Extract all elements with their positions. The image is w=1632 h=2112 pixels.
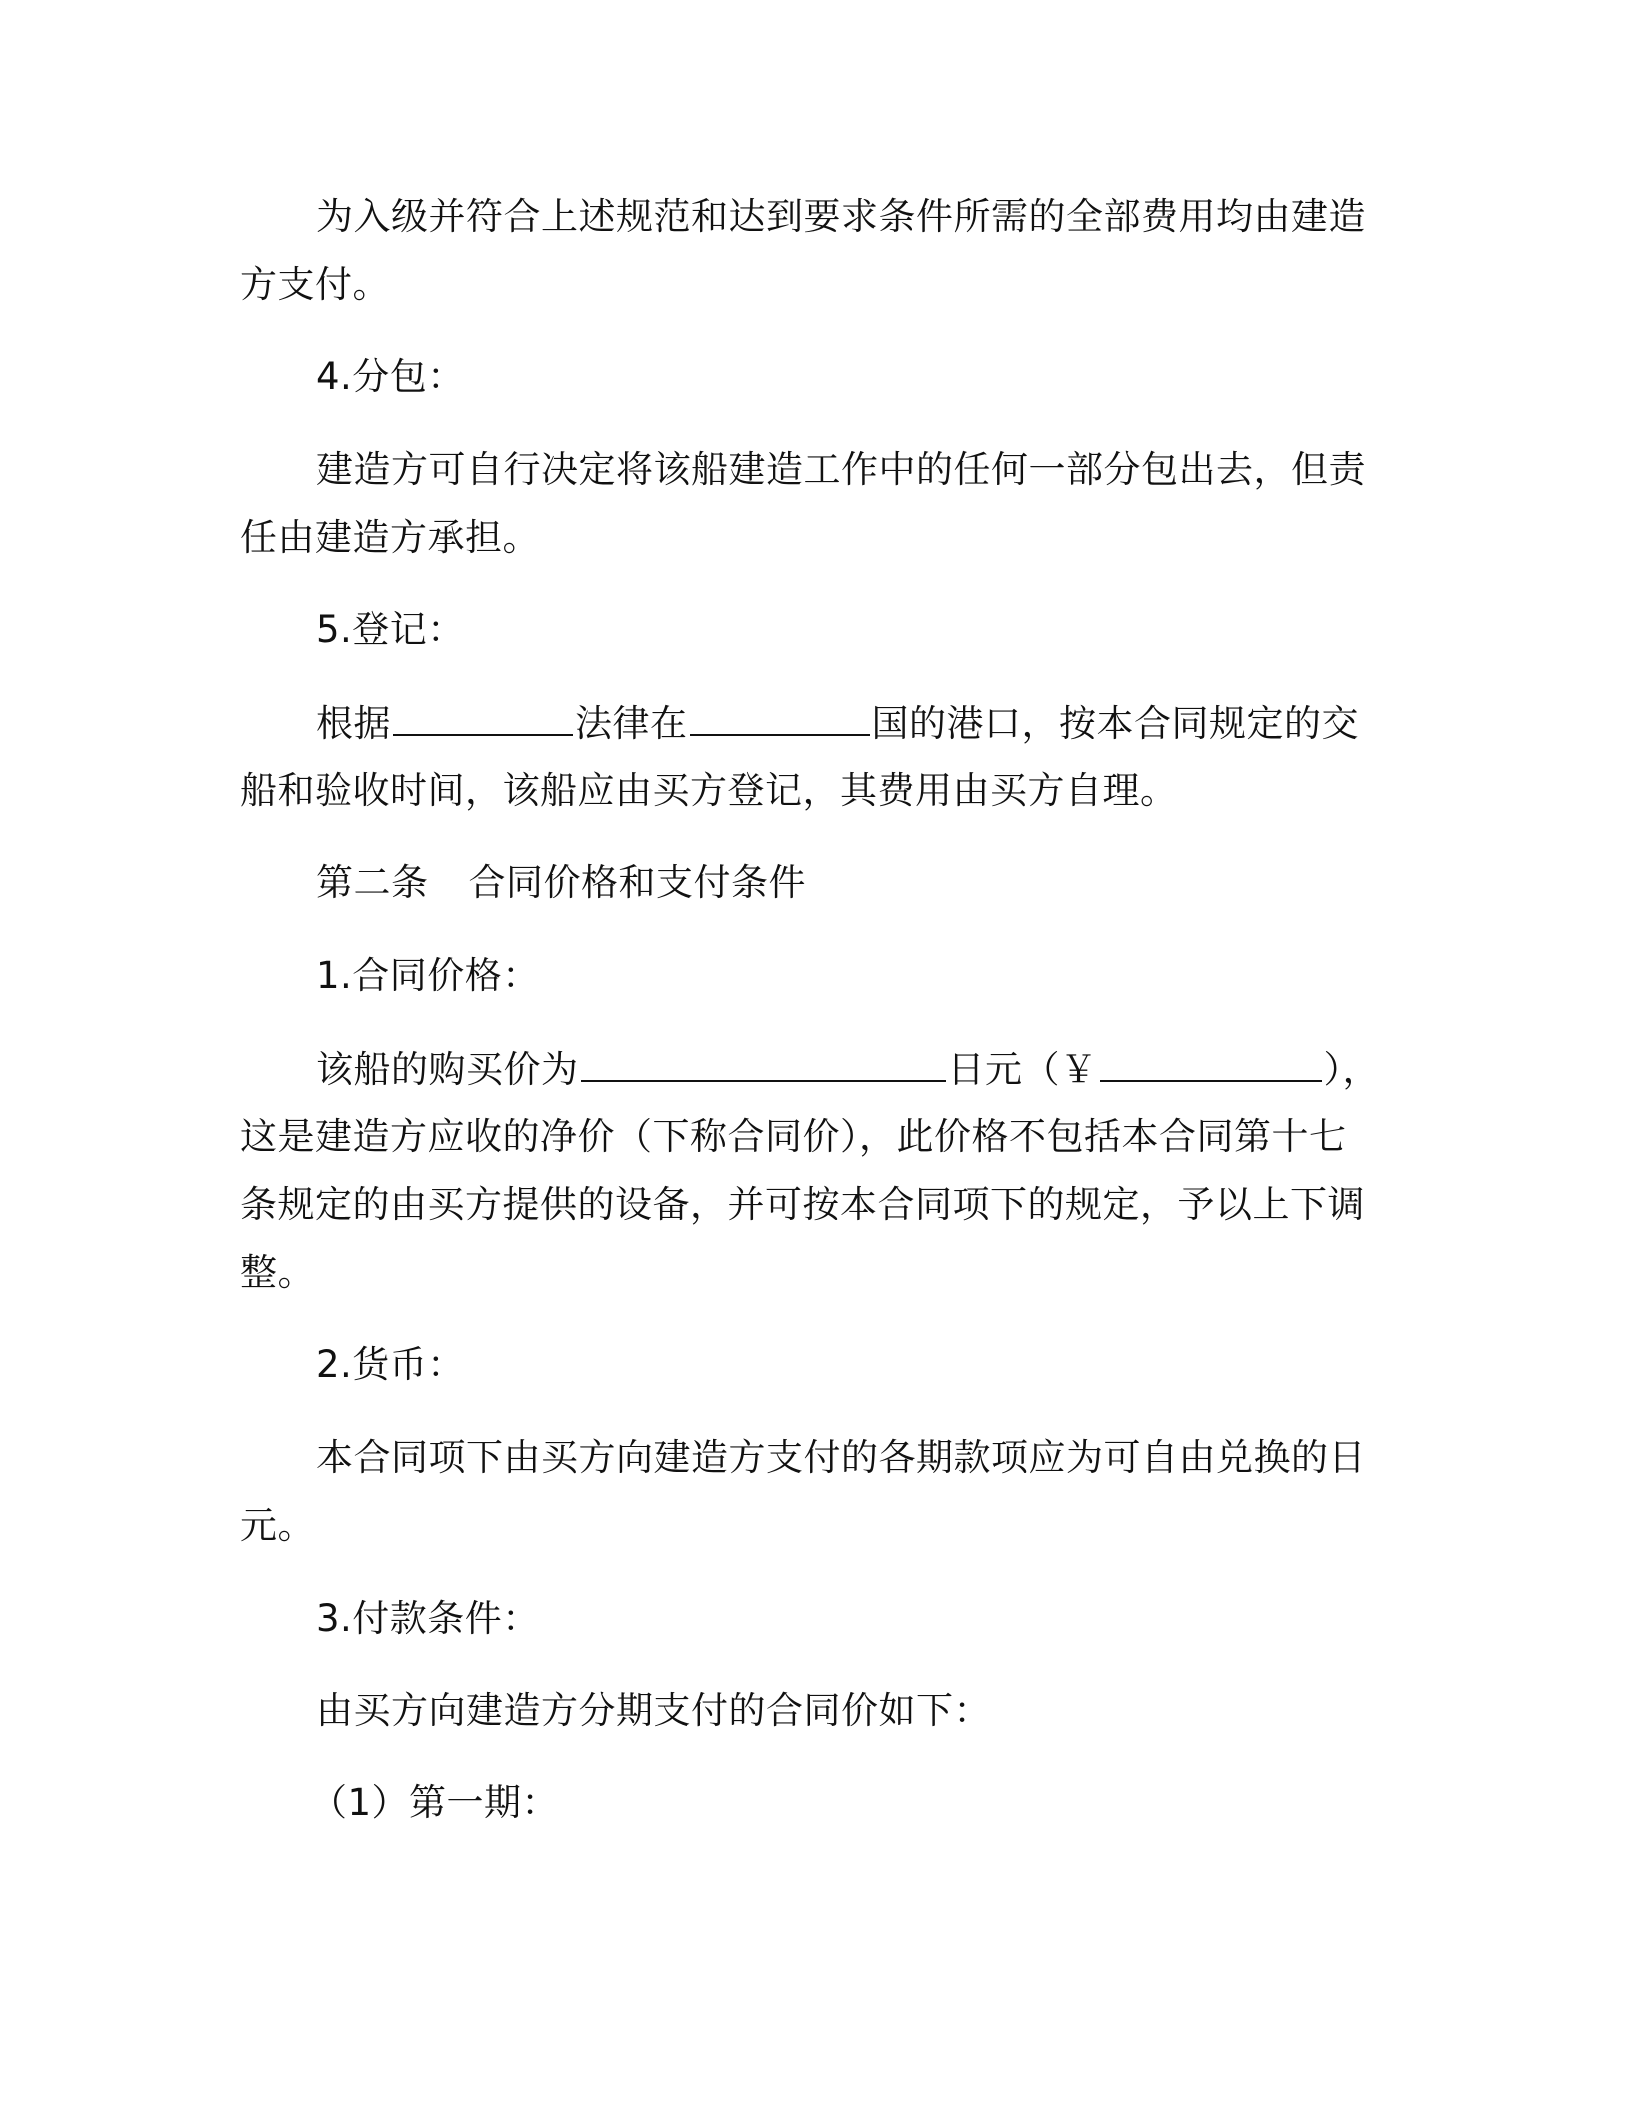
blank-price-words-field[interactable]	[581, 1044, 946, 1082]
paragraph-subcontract-line-1: 建造方可自行决定将该船建造工作中的任何一部分包出去，但责	[316, 448, 1366, 491]
registration-text-port: 国的港口，按本合同规定的交	[871, 702, 1359, 745]
paragraph-fees-line-1: 为入级并符合上述规范和达到要求条件所需的全部费用均由建造	[316, 195, 1366, 238]
paragraph-installments: 由买方向建造方分期支付的合同价如下：	[316, 1689, 991, 1732]
paragraph-price-line-2: 这是建造方应收的净价（下称合同价），此价格不包括本合同第十七	[240, 1115, 1347, 1158]
registration-text-law-in: 法律在	[575, 702, 688, 745]
paragraph-price-line-1	[316, 1044, 1380, 1095]
paragraph-currency-line-1: 本合同项下由买方向建造方支付的各期款项应为可自由兑换的日	[316, 1436, 1366, 1479]
heading-contract-price: 1.合同价格：	[316, 954, 540, 997]
article-2-number: 第二条	[316, 861, 429, 904]
paragraph-price-line-4: 整。	[240, 1251, 315, 1294]
article-2-heading	[316, 858, 806, 908]
paragraph-fees-line-2: 方支付。	[240, 263, 390, 306]
price-text-yen: 日元（￥	[947, 1048, 1098, 1091]
article-2-title: 合同价格和支付条件	[468, 861, 806, 904]
blank-country-field[interactable]	[690, 698, 870, 736]
paragraph-currency-line-2: 元。	[240, 1504, 315, 1547]
heading-registration: 5.登记：	[316, 608, 465, 651]
blank-law-field[interactable]	[393, 698, 573, 736]
blank-price-amount-field[interactable]	[1100, 1044, 1322, 1082]
price-text-purchase: 该船的购买价为	[316, 1048, 579, 1091]
paragraph-registration-line-1	[316, 698, 1359, 749]
list-item-first-installment: （1）第一期：	[310, 1781, 560, 1824]
price-text-close: ），	[1323, 1048, 1380, 1091]
heading-currency: 2.货币：	[316, 1343, 465, 1386]
paragraph-registration-line-2: 船和验收时间，该船应由买方登记，其费用由买方自理。	[240, 769, 1178, 812]
heading-subcontract: 4.分包：	[316, 355, 465, 398]
paragraph-subcontract-line-2: 任由建造方承担。	[240, 516, 540, 559]
heading-payment-terms: 3.付款条件：	[316, 1597, 540, 1640]
paragraph-price-line-3: 条规定的由买方提供的设备，并可按本合同项下的规定，予以上下调	[240, 1183, 1365, 1226]
registration-text-according: 根据	[316, 702, 391, 745]
